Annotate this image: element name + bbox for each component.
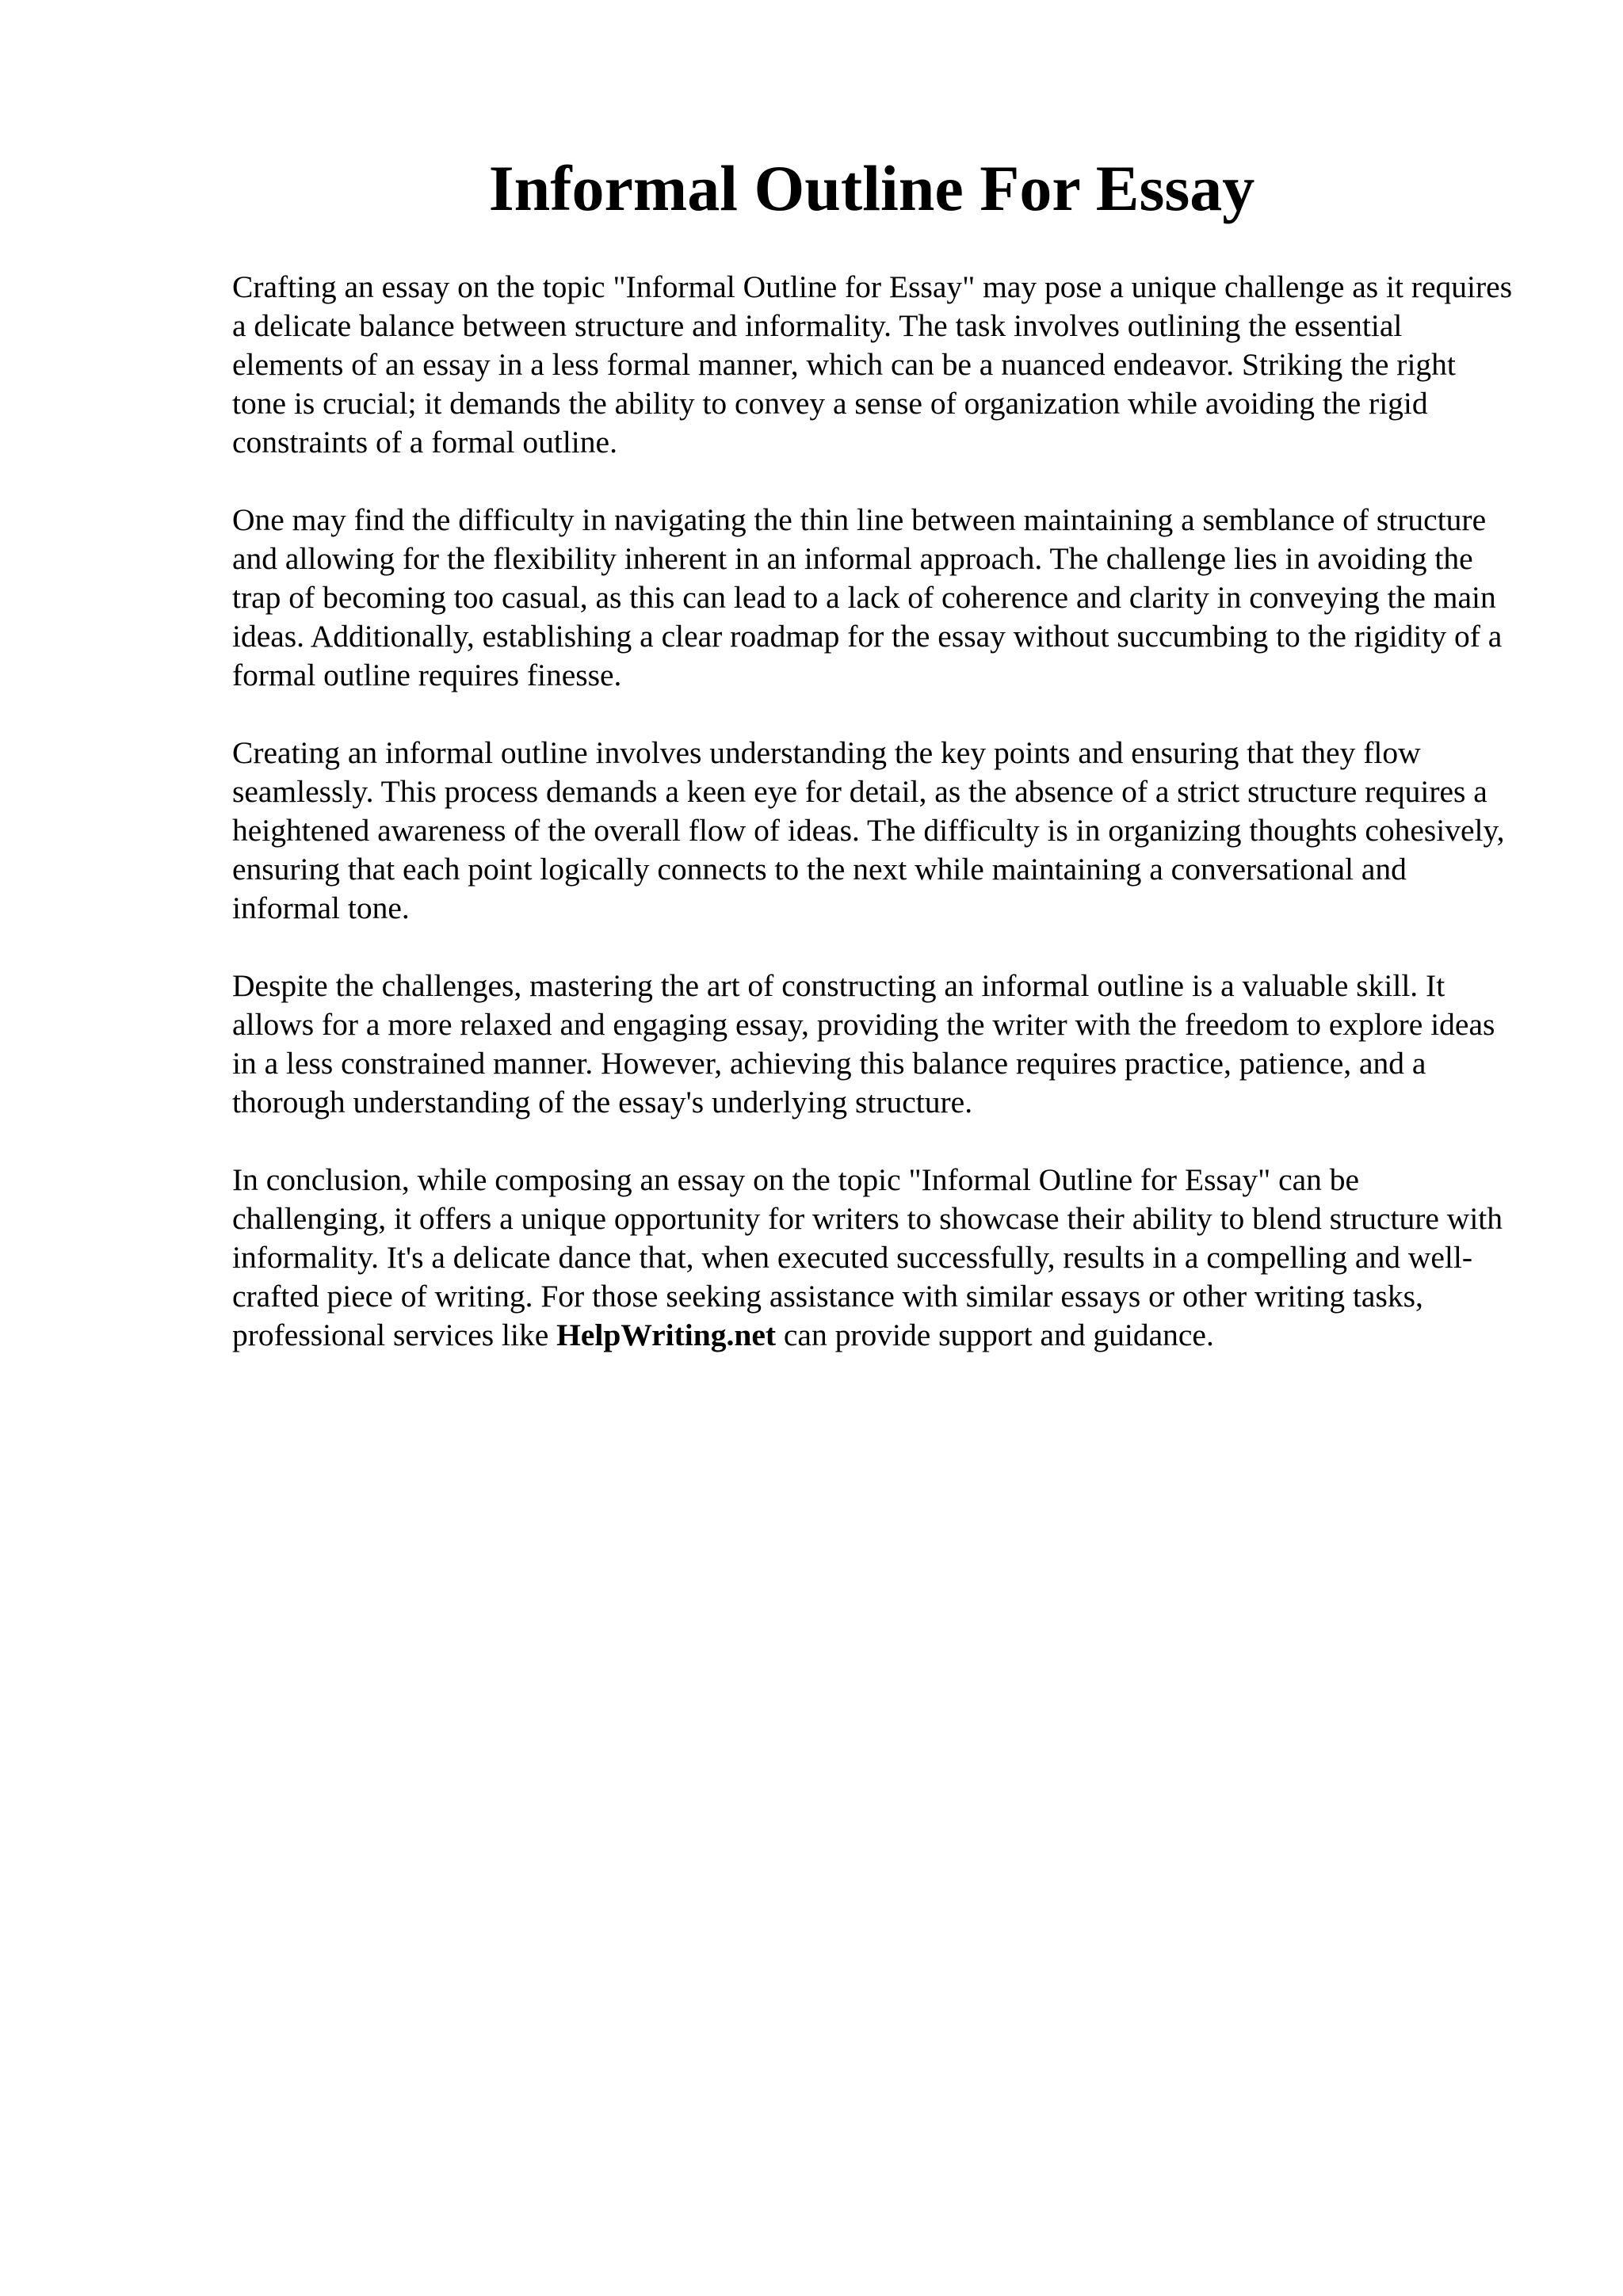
paragraph-intro: Crafting an essay on the topic "Informal Outline for Essay" may pose a unique challenge as it requires a delicate balance between structure and informality. The task involves outlining the essential elements of an essay in a less formal manner, which can be a nuanced endeavor. Striking the right tone is crucial; it demands the ability to convey a sense of organization while avoiding the rigid constraints of a formal outline. xyxy=(232,269,1513,460)
conclusion-text-after-link: can provide support and guidance. xyxy=(776,1318,1214,1352)
paragraph-outline-process: Creating an informal outline involves understanding the key points and ensuring that they flow seamlessly. This process demands a keen eye for detail, as the absence of a strict structure requires a heightened awareness of the overall flow of ideas. The difficulty is in organizing thoughts cohesively, ensuring that each point logically connects to the next while maintaining a conversational and informal tone. xyxy=(232,735,1505,925)
paragraph-difficulty: One may find the difficulty in navigating the thin line between maintaining a semblance of structure and allowing for the flexibility inherent in an informal approach. The challenge lies in avoiding the trap of becoming too casual, as this can lead to a lack of coherence and clarity in conveying the main ideas. Additionally, establishing a clear roadmap for the essay without succumbing to the rigidity of a formal outline requires finesse. xyxy=(232,502,1503,692)
page-title: Informal Outline For Essay xyxy=(488,152,1255,224)
conclusion-text-before-link: In conclusion, while composing an essay on the topic "Informal Outline for Essay" can be challenging, it offers a unique opportunity for writers to showcase their ability to blend structure with informality. It's a delicate dance that, when executed successfully, results in a compelling and well-crafted piece of writing. For those seeking assistance with similar essays or other writing tasks, professional services like xyxy=(232,1162,1503,1352)
paragraph-conclusion xyxy=(232,1161,1516,1355)
paragraph-value: Despite the challenges, mastering the art of constructing an informal outline is a valuable skill. It allows for a more relaxed and engaging essay, providing the writer with the freedom to explore ideas in a less constrained manner. However, achieving this balance requires practice, patience, and a thorough understanding of the essay's underlying structure. xyxy=(232,968,1495,1119)
helpwriting-brand-text[interactable]: HelpWriting.net xyxy=(556,1318,777,1352)
document-body xyxy=(232,268,1516,1394)
